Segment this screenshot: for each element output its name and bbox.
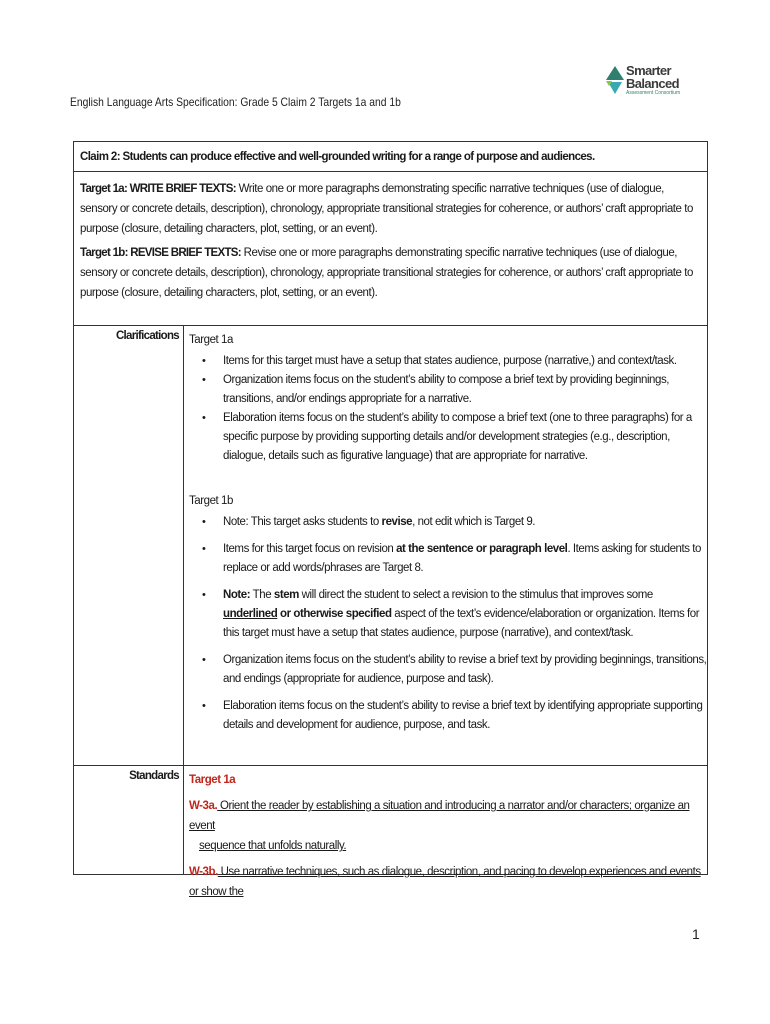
clarifications-target-1b-heading: Target 1b [189,495,233,507]
target-1a-paragraph [80,179,701,239]
clarifications-row [74,326,707,766]
list-item: • Organization items focus on the student’s ability to revise a brief text by providing beginnings, transitions, and endings (appropriate for audience, purpose and task). [189,651,707,689]
list-item [189,540,707,578]
target-1b-paragraph [80,243,701,303]
smarter-balanced-logo [606,62,686,104]
page-number: 1 [692,926,700,942]
item-text: aspect of the text’s evidence/elaboration or organization. Items for this target must have a setup that states audience, purpose (narrative), and context/task. [223,608,700,639]
standards-row [74,766,707,898]
standards-content [184,766,707,898]
clarifications-content [184,326,707,765]
specification-table [73,141,708,898]
logo-mark-icon [606,66,624,94]
clarifications-target-1a-heading: Target 1a [189,334,233,346]
clarifications-label: Clarifications [74,326,184,765]
target-1a-label: Target 1a: WRITE BRIEF TEXTS: [80,183,236,195]
item-text: Note: This target asks students to [223,516,382,528]
standards-label: Standards [74,766,184,874]
target-1b-clarification-list [189,513,707,735]
item-text: will direct the student to select a revision to the stimulus that improves some [298,589,653,601]
list-item [189,513,707,532]
item-text: Items for this target focus on revision [223,543,397,555]
otherwise-specified-bold-text: or otherwise specified [280,608,392,620]
list-item: • Elaboration items focus on the student’s ability to revise a brief text by identifying appropriate supporting details and development for audience, purpose, and task. [189,697,707,735]
item-text: . Items asking for students to replace or add words/phrases are Target 8. [223,543,701,574]
standard-text: Orient the reader by establishing a situation and introducing a narrator and/or characters; organize an event [189,800,690,832]
item-text: The [250,589,274,601]
note-label: Note: [223,589,251,601]
logo-line-3: Assessment Consortium [626,90,681,96]
standard-w3a [189,796,707,856]
standard-text: Use narrative techniques, such as dialogue, description, and pacing to develop experiences and events or show the [189,866,701,898]
standard-code: W-3b. [189,866,218,878]
document-header-title: English Language Arts Specification: Grade 5 Claim 2 Targets 1a and 1b [70,95,401,109]
target-1a-text: Write one or more paragraphs demonstrating specific narrative techniques (use of dialogue, sensory or concrete details, description), chronology, appropriate transitional strategies for coherence, or authors’ craft appropriate to purpose (closure, detailing characters, plot, setting, or an event). [80,183,693,235]
item-text: , not edit which is Target 9. [412,516,536,528]
standards-target-1a-heading: Target 1a [189,774,236,786]
standard-code: W-3a. [189,800,218,812]
logo-line-1: Smarter [626,63,671,78]
claim-text: Claim 2: Students can produce effective and well-grounded writing for a range of purpose and audiences. [80,151,595,163]
standard-w3b [189,862,707,902]
list-item: • Elaboration items focus on the student’s ability to compose a brief text (one to three paragraphs) for a specific purpose by providing supporting details and/or development strategies (e.g., description, dialogue, details such as figurative language) that are appropriate for narrative. [189,409,707,466]
targets-row [74,172,707,326]
list-item: • Items for this target must have a setup that states audience, purpose (narrative,) and context/task. [189,352,707,371]
standard-text-continued: sequence that unfolds naturally. [199,840,347,852]
target-1a-clarification-list [189,352,707,466]
stem-bold-text: stem [273,589,299,601]
underlined-bold-text: underlined [223,608,278,620]
list-item: • Organization items focus on the student’s ability to compose a brief text by providing beginnings, transitions, and/or endings appropriate for a narrative. [189,371,707,409]
list-item [189,586,707,643]
target-1b-text: Revise one or more paragraphs demonstrating specific narrative techniques (use of dialogue, sensory or concrete details, description), chronology, appropriate transitional strategies for coherence, or authors’ craft appropriate to purpose (closure, detailing characters, plot, setting, or an event). [80,247,693,299]
logo-line-2: Balanced [626,76,680,91]
logo-wordmark [626,64,680,97]
item-bold-text: at the sentence or paragraph level [396,543,568,555]
claim-row [74,142,707,172]
item-bold-text: revise [381,516,413,528]
target-1b-label: Target 1b: REVISE BRIEF TEXTS: [80,247,241,259]
